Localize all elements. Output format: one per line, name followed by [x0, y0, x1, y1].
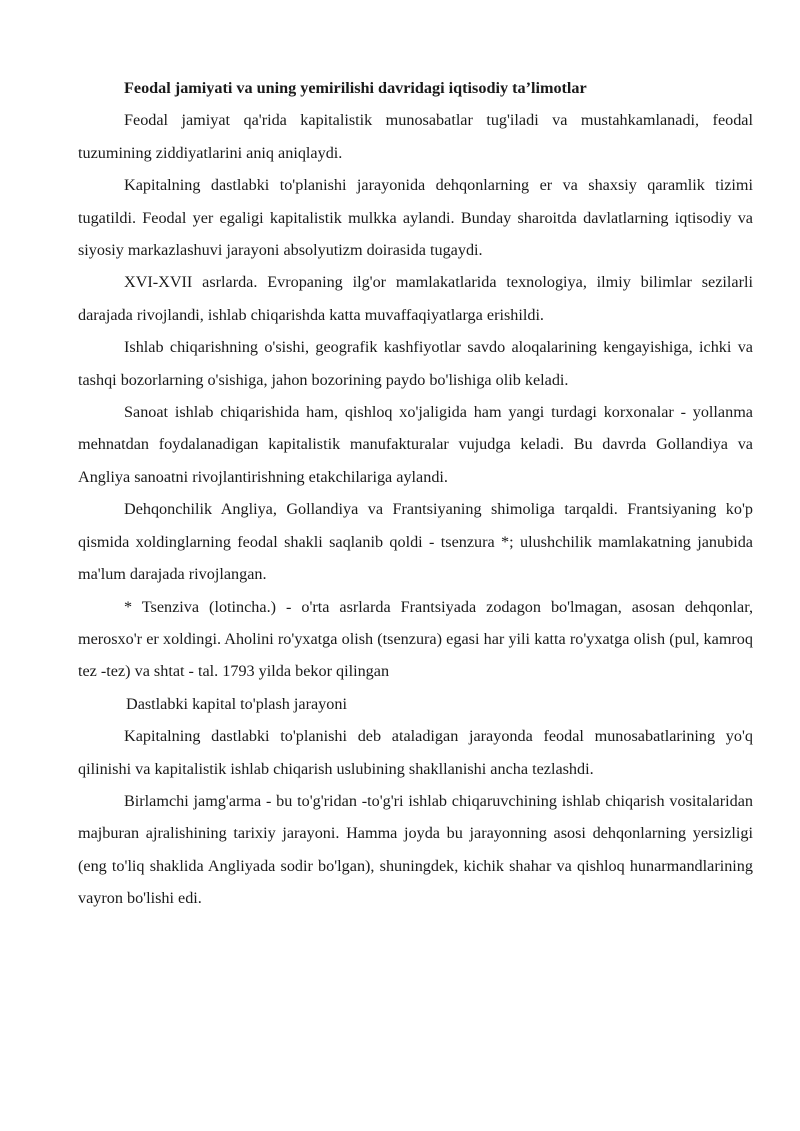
paragraph-2: Kapitalning dastlabki to'planishi jarayonida dehqonlarning er va shaxsiy qaramlik tizimi tugatildi. Feodal yer egaligi kapitalistik mulkka aylandi. Bunday sharoitda davlatlarning iqtisodiy va siyosiy markazlashuvi jarayoni absolyutizm doirasida tugaydi. [78, 176, 753, 260]
paragraph-6: Dehqonchilik Angliya, Gollandiya va Frantsiyaning shimoliga tarqaldi. Frantsiyaning ko'p qismida xoldinglarning feodal shakli saqlanib qoldi - tsenzura *; ulushchilik mamlakatning janubida ma'lum darajada rivojlangan. [78, 500, 753, 584]
paragraph-8: Birlamchi jamg'arma - bu to'g'ridan -to'g'ri ishlab chiqaruvchining ishlab chiqarish vositalaridan majburan ajralishining tarixiy jarayoni. Hamma joyda bu jarayonning asosi dehqonlarning yersizligi (eng to'liq shaklida Angliyada sodir bo'lgan), shuningdek, kichik shahar va qishloq hunarmandlarining vayron bo'lishi edi. [78, 791, 753, 908]
document-title: Feodal jamiyati va uning yemirilishi davridagi iqtisodiy ta’limotlar [124, 79, 587, 97]
paragraph-1: Feodal jamiyat qa'rida kapitalistik munosabatlar tug'iladi va mustahkamlanadi, feodal tuzumining ziddiyatlarini aniq aniqlaydi. [78, 111, 753, 162]
paragraph-4: Ishlab chiqarishning o'sishi, geografik kashfiyotlar savdo aloqalarining kengayishiga, ichki va tashqi bozorlarning o'sishiga, jahon bozorining paydo bo'lishiga olib keladi. [78, 338, 753, 389]
paragraph-3: XVI-XVII asrlarda. Evropaning ilg'or mamlakatlarida texnologiya, ilmiy bilimlar sezilarli darajada rivojlandi, ishlab chiqarishda katta muvaffaqiyatlarga erishildi. [78, 273, 753, 324]
document-page [78, 72, 753, 915]
paragraph-5: Sanoat ishlab chiqarishida ham, qishloq xo'jaligida ham yangi turdagi korxonalar - yollanma mehnatdan foydalanadigan kapitalistik manufakturalar vujudga keladi. Bu davrda Gollandiya va Angliya sanoatni rivojlantirishning etakchilariga aylandi. [78, 403, 753, 486]
paragraph-7: Kapitalning dastlabki to'planishi deb ataladigan jarayonda feodal munosabatlarining yo'q qilinishi va kapitalistik ishlab chiqarish uslubining shakllanishi ancha tezlashdi. [78, 727, 753, 778]
section-subheading: Dastlabki kapital to'plash jarayoni [126, 694, 347, 713]
footnote-paragraph: * Tsenziva (lotincha.) - o'rta asrlarda Frantsiyada zodagon bo'lmagan, asosan dehqonlar, merosxo'r er xoldingi. Aholini ro'yxatga olish (tsenzura) egasi har yili katta ro'yxatga olish (pul, kamroq tez -tez) va shtat - tal. 1793 yilda bekor qilingan [78, 597, 753, 681]
